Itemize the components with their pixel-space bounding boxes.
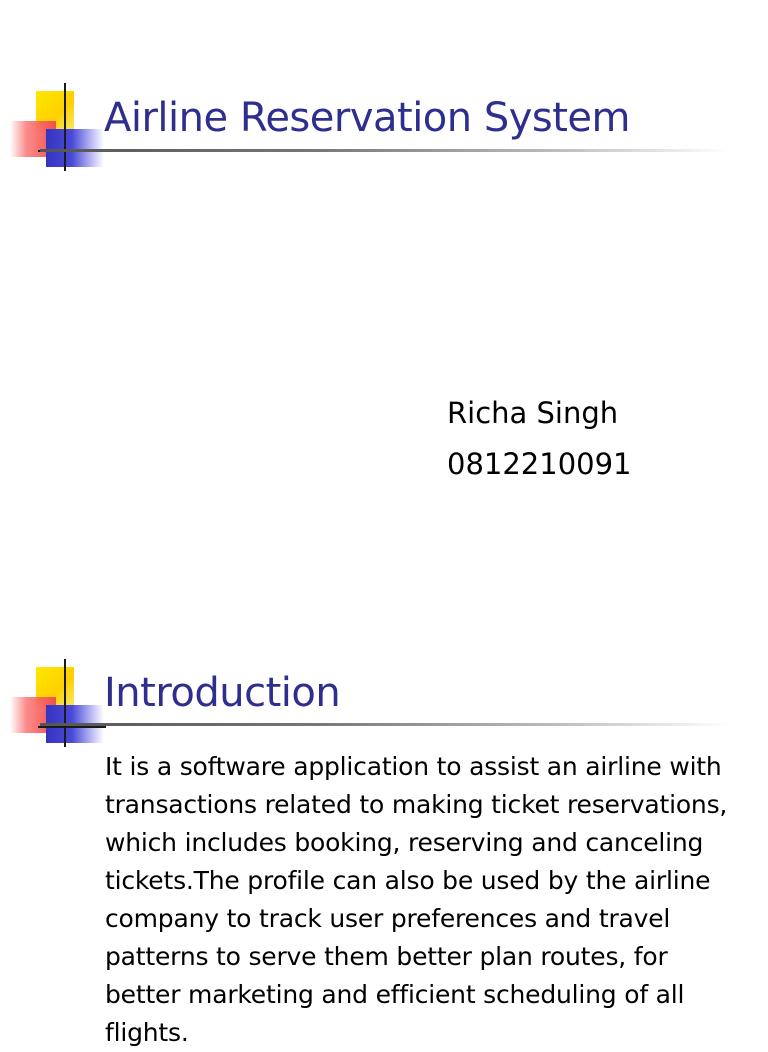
- title-underline: [40, 723, 730, 726]
- logo-blue-square: [46, 129, 104, 167]
- slide-introduction: [0, 576, 768, 1047]
- logo-vertical-line: [64, 659, 66, 747]
- slide-logo-icon: [10, 659, 106, 747]
- author-id: 0812210091: [447, 447, 632, 481]
- author-block: [447, 388, 632, 490]
- slide-title-text: Introduction: [104, 670, 341, 716]
- slide-logo-icon: [10, 83, 106, 171]
- logo-horizontal-line: [38, 726, 106, 728]
- author-name: Richa Singh: [447, 396, 619, 430]
- logo-vertical-line: [64, 83, 66, 171]
- title-underline: [40, 149, 730, 152]
- slide-body-text: It is a software application to assist an airline with transactions related to making ticket reservations, which includes booking, reserving and canceling tickets.The profile can also be used by the airline company to track user preferences and travel patterns to serve them better plan routes, for better marketing and efficient scheduling of all flights.: [105, 752, 728, 1047]
- slide-title-text: Airline Reservation System: [104, 95, 631, 141]
